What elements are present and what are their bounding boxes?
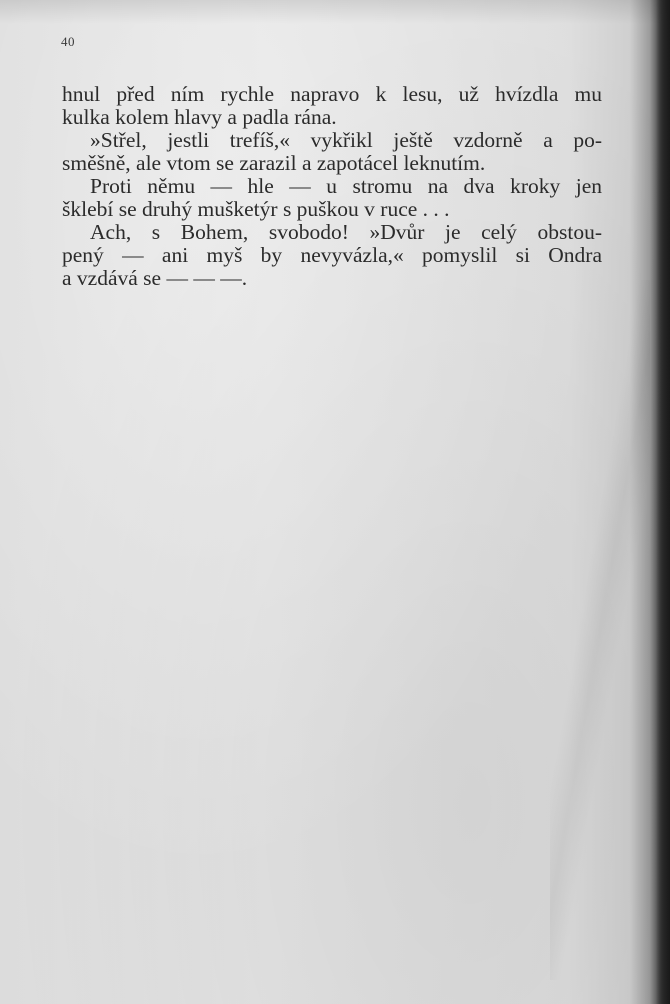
text-line: Ach, s Bohem, svobodo! »Dvůr je celý obstou- — [90, 220, 602, 244]
text-line: Proti němu — hle — u stromu na dva kroky jen — [90, 174, 602, 198]
text-line: směšně, ale vtom se zarazil a zapotácel leknutím. — [62, 151, 486, 175]
page-crease — [550, 280, 650, 980]
book-spine-edge — [656, 0, 670, 1004]
body-text — [62, 83, 602, 290]
page-top-shadow — [0, 0, 670, 24]
text-line: a vzdává se — — —. — [62, 266, 248, 290]
text-line: šklebí se druhý mušketýr s puškou v ruce . . . — [62, 197, 450, 221]
text-line: pený — ani myš by nevyvázla,« pomyslil si Ondra — [62, 243, 602, 267]
page-number: 40 — [61, 34, 75, 49]
text-line: hnul před ním rychle napravo k lesu, už hvízdla mu — [62, 82, 602, 106]
text-line: »Střel, jestli trefíš,« vykřikl ještě vzdorně a po- — [90, 128, 602, 152]
text-line: kulka kolem hlavy a padla rána. — [62, 105, 337, 129]
